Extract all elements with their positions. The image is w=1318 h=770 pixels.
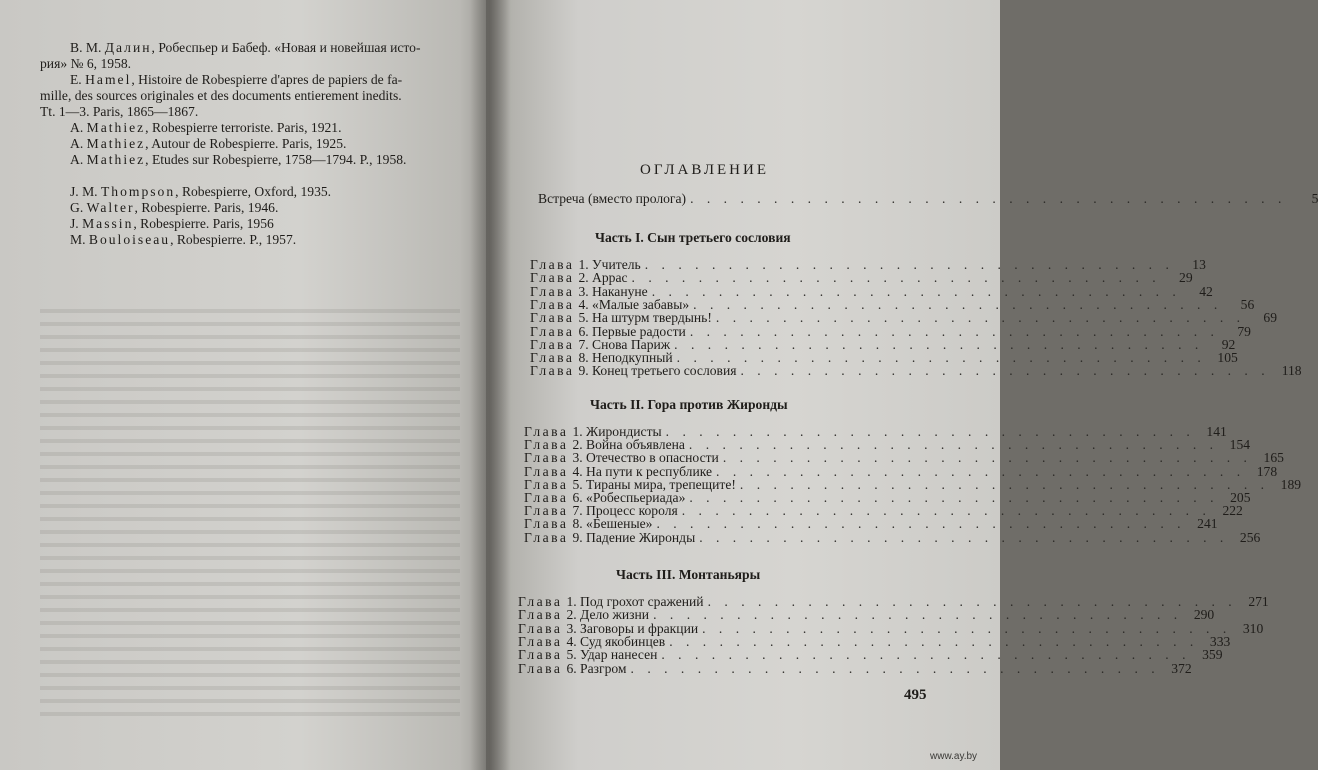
chapter-label: Глава (530, 283, 575, 299)
chapter-title: «Малые забавы» (592, 296, 690, 312)
toc-chapter-entry (524, 529, 1261, 545)
dot-leader: . . . . . . . . . . . . . . . . . . . . . . . . . . . . . . . . (669, 633, 1199, 649)
dot-leader: . . . . . . . . . . . . . . . . . . . . . . . . . . . . . . . . (699, 529, 1229, 545)
dot-leader: . . . . . . . . . . . . . . . . . . . . . . . . . . . . . . . . (716, 463, 1246, 479)
chapter-page: 256 (1239, 529, 1261, 545)
toc-chapter-entry (518, 633, 1231, 649)
bib-entry-hamel-cont: mille, des sources originales et des documents entierement inedits. (40, 88, 402, 103)
toc-chapter-entry (524, 476, 1302, 492)
chapter-number: 8. (572, 516, 583, 532)
chapter-title: Первые радости (592, 323, 686, 339)
chapter-label: Глава (524, 516, 569, 532)
chapter-number: 4. (566, 633, 577, 649)
chapter-page: 333 (1209, 633, 1231, 649)
bib-entry-dalin-cont: рия» № 6, 1958. (40, 56, 132, 71)
toc-chapter-entry (530, 296, 1255, 312)
toc-chapter-entry (518, 594, 1269, 609)
chapter-label: Глава (524, 450, 569, 466)
bib-entry-bouloiseau: M. Bouloiseau, Robespierre. P., 1957. (70, 232, 297, 247)
toc-chapter-entry (530, 363, 1302, 379)
chapter-label: Глава (530, 323, 575, 339)
chapter-title: Аррас (592, 270, 628, 286)
chapter-page: 29 (1179, 270, 1193, 286)
bib-entry-walter: G. Walter, Robespierre. Paris, 1946. (70, 200, 279, 215)
dot-leader: . . . . . . . . . . . . . . . . . . . . . . . . . . . . . . . . (661, 647, 1191, 663)
chapter-title: Конец третьего сословия (592, 363, 737, 379)
chapter-title: Суд якобинцев (580, 633, 666, 649)
chapter-number: 8. (578, 350, 589, 366)
toc-chapter-entry (530, 310, 1278, 326)
chapter-number: 5. (566, 647, 577, 663)
chapter-number: 9. (578, 363, 589, 379)
book-gutter (470, 0, 510, 770)
dot-leader: . . . . . . . . . . . . . . . . . . . . . . . . . . . . . . . . (715, 310, 1246, 326)
toc-chapter-entry (524, 516, 1218, 532)
prolog-title: Встреча (вместо пролога) (538, 191, 687, 206)
chapter-label: Глава (518, 594, 563, 609)
watermark: www.ay.by (930, 751, 978, 762)
chapter-page: 92 (1221, 336, 1236, 352)
dot-leader: . . . . . . . . . . . . . . . . . . . . . . . . . . . . . . . . (689, 323, 1219, 339)
chapter-title: Заговоры и фракции (580, 620, 699, 636)
chapter-title: Неподкупный (592, 350, 673, 366)
chapter-page: 241 (1197, 516, 1218, 532)
chapter-page: 118 (1281, 363, 1302, 379)
chapter-label: Глава (524, 437, 569, 453)
dot-leader: . . . . . . . . . . . . . . . . . . . . . . . . . . . . . . . . (702, 620, 1232, 636)
chapter-page: 69 (1263, 310, 1278, 326)
bib-entry-hamel: E. Hamel, Histoire de Robespierre d'apres de papiers de fa- (70, 72, 403, 87)
chapter-label: Глава (530, 270, 575, 286)
toc-chapter-entry (530, 336, 1236, 352)
chapter-title: Накануне (592, 283, 648, 299)
toc-title: ОГЛАВЛЕНИЕ (640, 162, 769, 178)
chapter-label: Глава (524, 424, 569, 439)
dot-leader: . . . . . . . . . . . . . . . . . . . . . . . . . . . . . . . . (665, 424, 1195, 439)
chapter-page: 271 (1248, 594, 1269, 609)
toc-chapter-entry (530, 323, 1251, 339)
chapter-label: Глава (518, 633, 563, 649)
toc-chapter-entry (524, 463, 1278, 479)
chapter-title: Удар нанесен (580, 647, 658, 663)
chapter-label: Глава (524, 490, 569, 505)
show-through-text (40, 300, 460, 720)
bibliography (40, 40, 460, 248)
chapter-label: Глава (518, 647, 563, 663)
toc-prolog-entry (538, 191, 1318, 207)
bib-entry-mathiez-2: A. Mathiez, Autour de Robespierre. Paris, 1925. (70, 136, 347, 151)
chapter-number: 5. (578, 310, 589, 326)
dot-leader: . . . . . . . . . . . . . . . . . . . . . . . . . . . . . . . . (688, 437, 1219, 453)
chapter-label: Глава (530, 350, 575, 366)
chapter-number: 9. (572, 529, 583, 545)
dot-leader: . . . . . . . . . . . . . . . . . . . . . . . . . . . . . . . . (681, 503, 1211, 519)
dot-leader: . . . . . . . . . . . . . . . . . . . . . . . . . . . . . . . . (740, 363, 1270, 379)
dot-leader: . . . . . . . . . . . . . . . . . . . . . . . . . . . . . . . . (630, 660, 1160, 676)
bib-entry-hamel-cont2: Tt. 1—3. Paris, 1865—1867. (40, 104, 199, 119)
chapter-title: Война объявлена (586, 437, 685, 453)
left-page (0, 0, 500, 770)
dot-leader: . . . . . . . . . . . . . . . . . . . . . . . . . . . . . . . . (644, 257, 1174, 272)
toc-chapter-entry (518, 620, 1264, 636)
page-number: 495 (904, 687, 927, 703)
chapter-page: 290 (1193, 607, 1215, 623)
toc-chapter-entry (530, 257, 1206, 272)
chapter-page: 13 (1192, 257, 1206, 272)
bib-gap (40, 168, 460, 184)
chapter-label: Глава (518, 620, 563, 636)
dot-leader: . . . . . . . . . . . . . . . . . . . . . . . . . . . . . . . . (689, 490, 1219, 505)
chapter-page: 165 (1263, 450, 1284, 466)
bib-entry-mathiez-1: A. Mathiez, Robespierre terroriste. Paris, 1921. (70, 120, 342, 135)
chapter-title: Падение Жиронды (586, 529, 696, 545)
dot-leader: . . . . . . . . . . . . . . . . . . . . . . . . . . . . . . . . (676, 350, 1206, 366)
prolog-page: 5 (1311, 191, 1318, 206)
chapter-page: 372 (1171, 660, 1192, 676)
part-title: Часть III. Монтаньяры (616, 567, 761, 582)
dot-leader: . . . . . . . . . . . . . . . . . . . . . . . . . . . . . . . . (707, 594, 1237, 609)
chapter-number: 2. (572, 437, 583, 453)
chapter-page: 56 (1240, 296, 1255, 312)
chapter-title: Разгром (580, 660, 627, 676)
chapter-label: Глава (518, 607, 563, 623)
chapter-number: 6. (566, 660, 577, 676)
toc-chapter-entry (518, 607, 1215, 623)
chapter-title: Отечество в опасности (586, 450, 719, 466)
toc-chapter-entry (524, 450, 1284, 466)
dot-leader: . . . . . . . . . . . . . . . . . . . . . . . . . . . . . . . . (722, 450, 1252, 466)
chapter-page: 141 (1206, 424, 1227, 439)
dot-leader: . . . . . . . . . . . . . . . . . . . . . . . . . . . . . . . . (651, 283, 1181, 299)
chapter-page: 42 (1199, 283, 1213, 299)
chapter-label: Глава (530, 310, 575, 326)
chapter-page: 222 (1222, 503, 1243, 519)
dot-leader: . . . . . . . . . . . . . . . . . . . . . . . . . . . . . . . . (631, 270, 1161, 286)
chapter-page: 105 (1217, 350, 1238, 366)
chapter-page: 359 (1202, 647, 1223, 663)
chapter-label: Глава (518, 660, 563, 676)
dot-leader: . . . . . . . . . . . . . . . . . . . . . . . . . . . . . . . . (674, 336, 1204, 352)
toc-chapter-entry (524, 490, 1251, 505)
dot-leader: . . . . . . . . . . . . . . . . . . . . . . . . . . . . . . . . (739, 476, 1270, 492)
chapter-number: 3. (572, 450, 583, 466)
chapter-number: 4. (572, 463, 583, 479)
chapter-title: «Бешеные» (586, 516, 653, 532)
dot-leader: . . . . . . . . . . . . . . . . . . . . . . . . . . . . . . . . (653, 607, 1183, 623)
chapter-page: 154 (1229, 437, 1251, 453)
bib-entry-mathiez-3: A. Mathiez, Etudes sur Robespierre, 1758—1794. P., 1958. (70, 152, 407, 167)
toc-chapter-entry (524, 437, 1251, 453)
chapter-label: Глава (524, 476, 569, 492)
chapter-title: «Робеспьериада» (586, 490, 686, 505)
chapter-number: 2. (566, 607, 577, 623)
bib-entry-dalin: В. М. Далин, Робеспьер и Бабеф. «Новая и новейшая исто- (70, 40, 421, 55)
dot-leader: . . . . . . . . . . . . . . . . . . . . . . . . . . . . . . . . (693, 296, 1223, 312)
chapter-page: 178 (1256, 463, 1278, 479)
toc-chapter-entry (518, 647, 1223, 663)
part-title: Часть II. Гора против Жиронды (590, 397, 788, 412)
bib-entry-massin: J. Massin, Robespierre. Paris, 1956 (70, 216, 274, 231)
dot-leader: . . . . . . . . . . . . . . . . . . . . . . . . . . . . . . . . . . . . (690, 191, 1287, 206)
toc-chapter-entry (524, 424, 1227, 439)
chapter-number: 7. (578, 336, 589, 352)
toc-chapter-entry (530, 283, 1213, 299)
part-title: Часть I. Сын третьего сословия (595, 230, 791, 245)
chapter-title: Процесс короля (586, 503, 678, 519)
chapter-number: 2. (578, 270, 589, 286)
bib-entry-thompson: J. M. Thompson, Robespierre, Oxford, 1935. (70, 184, 332, 199)
chapter-label: Глава (524, 503, 569, 519)
chapter-page: 310 (1242, 620, 1264, 636)
chapter-number: 6. (578, 323, 589, 339)
chapter-label: Глава (530, 363, 575, 379)
chapter-label: Глава (524, 529, 569, 545)
chapter-title: Снова Париж (592, 336, 671, 352)
chapter-number: 1. (578, 257, 589, 272)
chapter-page: 79 (1237, 323, 1251, 339)
chapter-title: Дело жизни (580, 607, 650, 623)
chapter-number: 1. (566, 594, 577, 609)
chapter-label: Глава (530, 257, 575, 272)
chapter-label: Глава (524, 463, 569, 479)
toc-chapter-entry (530, 270, 1193, 286)
chapter-number: 4. (578, 296, 589, 312)
chapter-page: 189 (1280, 476, 1302, 492)
chapter-number: 6. (572, 490, 583, 505)
chapter-label: Глава (530, 336, 575, 352)
chapter-title: Под грохот сражений (580, 594, 704, 609)
chapter-title: На штурм твердынь! (592, 310, 712, 326)
chapter-number: 3. (566, 620, 577, 636)
chapter-label: Глава (530, 296, 575, 312)
dot-leader: . . . . . . . . . . . . . . . . . . . . . . . . . . . . . . . . (656, 516, 1186, 532)
chapter-number: 3. (578, 283, 589, 299)
chapter-number: 7. (572, 503, 583, 519)
chapter-title: Жирондисты (586, 424, 662, 439)
chapter-title: Учитель (592, 257, 641, 272)
chapter-title: Тираны мира, трепещите! (586, 476, 736, 492)
chapter-page: 205 (1230, 490, 1251, 505)
chapter-title: На пути к республике (586, 463, 713, 479)
toc-chapter-entry (530, 350, 1238, 366)
chapter-number: 5. (572, 476, 583, 492)
toc-chapter-entry (518, 660, 1192, 676)
chapter-number: 1. (572, 424, 583, 439)
toc-chapter-entry (524, 503, 1243, 519)
